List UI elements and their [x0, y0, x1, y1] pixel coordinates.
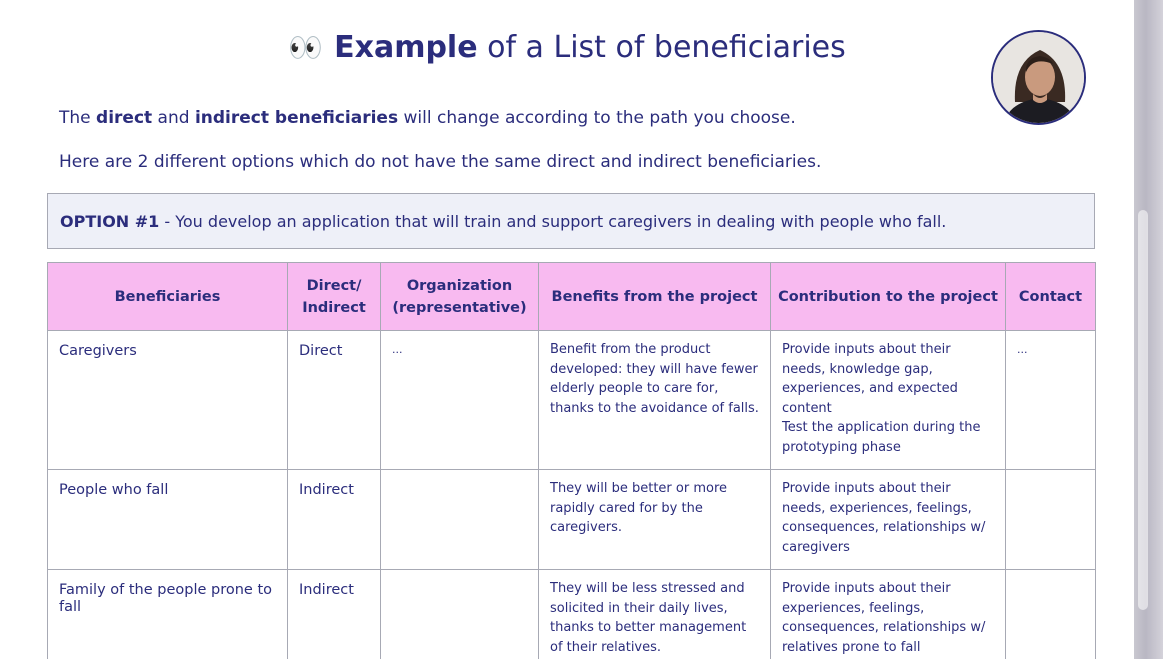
- cell-type: Direct: [288, 331, 381, 470]
- cell-type: Indirect: [288, 570, 381, 659]
- cell-contribution: [771, 570, 1006, 659]
- window-edge-highlight: [1138, 210, 1148, 610]
- cell-contact: [1006, 470, 1096, 570]
- cell-benefits: They will be better or more rapidly cared for by the caregivers.: [539, 470, 771, 570]
- option-box: [47, 193, 1095, 249]
- header-contact: Contact: [1006, 263, 1096, 331]
- eyes-emoji-icon: 👀: [288, 31, 325, 64]
- window-edge: [1134, 0, 1163, 659]
- contribution-line: Test the application during the prototyping phase: [782, 420, 981, 455]
- cell-organization: [381, 570, 539, 659]
- option-label: OPTION #1: [60, 211, 160, 231]
- avatar-icon: [993, 32, 1086, 125]
- contribution-line: Provide inputs about their experiences, feelings, consequences, relationships w/ relatives prone to fall: [782, 581, 986, 655]
- intro-line-2: Here are 2 different options which do not have the same direct and indirect beneficiaries.: [59, 152, 822, 172]
- intro-text: will change according to the path you choose.: [398, 108, 796, 128]
- header-direct-line2: Indirect: [302, 299, 366, 316]
- beneficiaries-table: [47, 262, 1096, 659]
- contribution-line: Provide inputs about their needs, experiences, feelings, consequences, relationships w/ caregivers: [782, 481, 986, 555]
- header-benefits: Benefits from the project: [539, 263, 771, 331]
- intro-bold-indirect: indirect beneficiaries: [194, 108, 399, 128]
- header-direct-indirect: [288, 263, 381, 331]
- table-row: [48, 331, 1096, 470]
- title-rest: of a List of beneficiaries: [487, 30, 846, 65]
- header-direct-line1: Direct/: [306, 277, 362, 294]
- header-contribution: Contribution to the project: [771, 263, 1006, 331]
- intro-text: The: [59, 108, 97, 128]
- header-organization: [381, 263, 539, 331]
- cell-organization: ...: [381, 331, 539, 470]
- cell-benefits: Benefit from the product developed: they will have fewer elderly people to care for, thanks to the avoidance of falls.: [539, 331, 771, 470]
- page-title: [0, 28, 1134, 68]
- cell-contact: ...: [1006, 331, 1096, 470]
- cell-benefits: They will be less stressed and solicited in their daily lives, thanks to better management of their relatives.: [539, 570, 771, 659]
- cell-beneficiary: People who fall: [48, 470, 288, 570]
- intro-bold-direct: direct: [96, 108, 153, 128]
- cell-contact: [1006, 570, 1096, 659]
- cell-beneficiary: Family of the people prone to fall: [48, 570, 288, 659]
- cell-type: Indirect: [288, 470, 381, 570]
- contribution-line: Provide inputs about their needs, knowledge gap, experiences, and expected content: [782, 342, 958, 416]
- cell-contribution: [771, 470, 1006, 570]
- cell-organization: [381, 470, 539, 570]
- header-org-line1: Organization: [406, 277, 513, 294]
- intro-text: and: [152, 108, 195, 128]
- table-row: [48, 470, 1096, 570]
- title-bold: Example: [334, 30, 478, 65]
- option-text: - You develop an application that will train and support caregivers in dealing with people who fall.: [159, 211, 947, 231]
- presenter-avatar: [991, 30, 1086, 125]
- header-beneficiaries: Beneficiaries: [48, 263, 288, 331]
- header-org-line2: (representative): [392, 299, 527, 316]
- table-row: [48, 570, 1096, 659]
- intro-line-1: [59, 107, 796, 129]
- cell-beneficiary: Caregivers: [48, 331, 288, 470]
- cell-contribution: [771, 331, 1006, 470]
- table-header-row: [48, 263, 1096, 331]
